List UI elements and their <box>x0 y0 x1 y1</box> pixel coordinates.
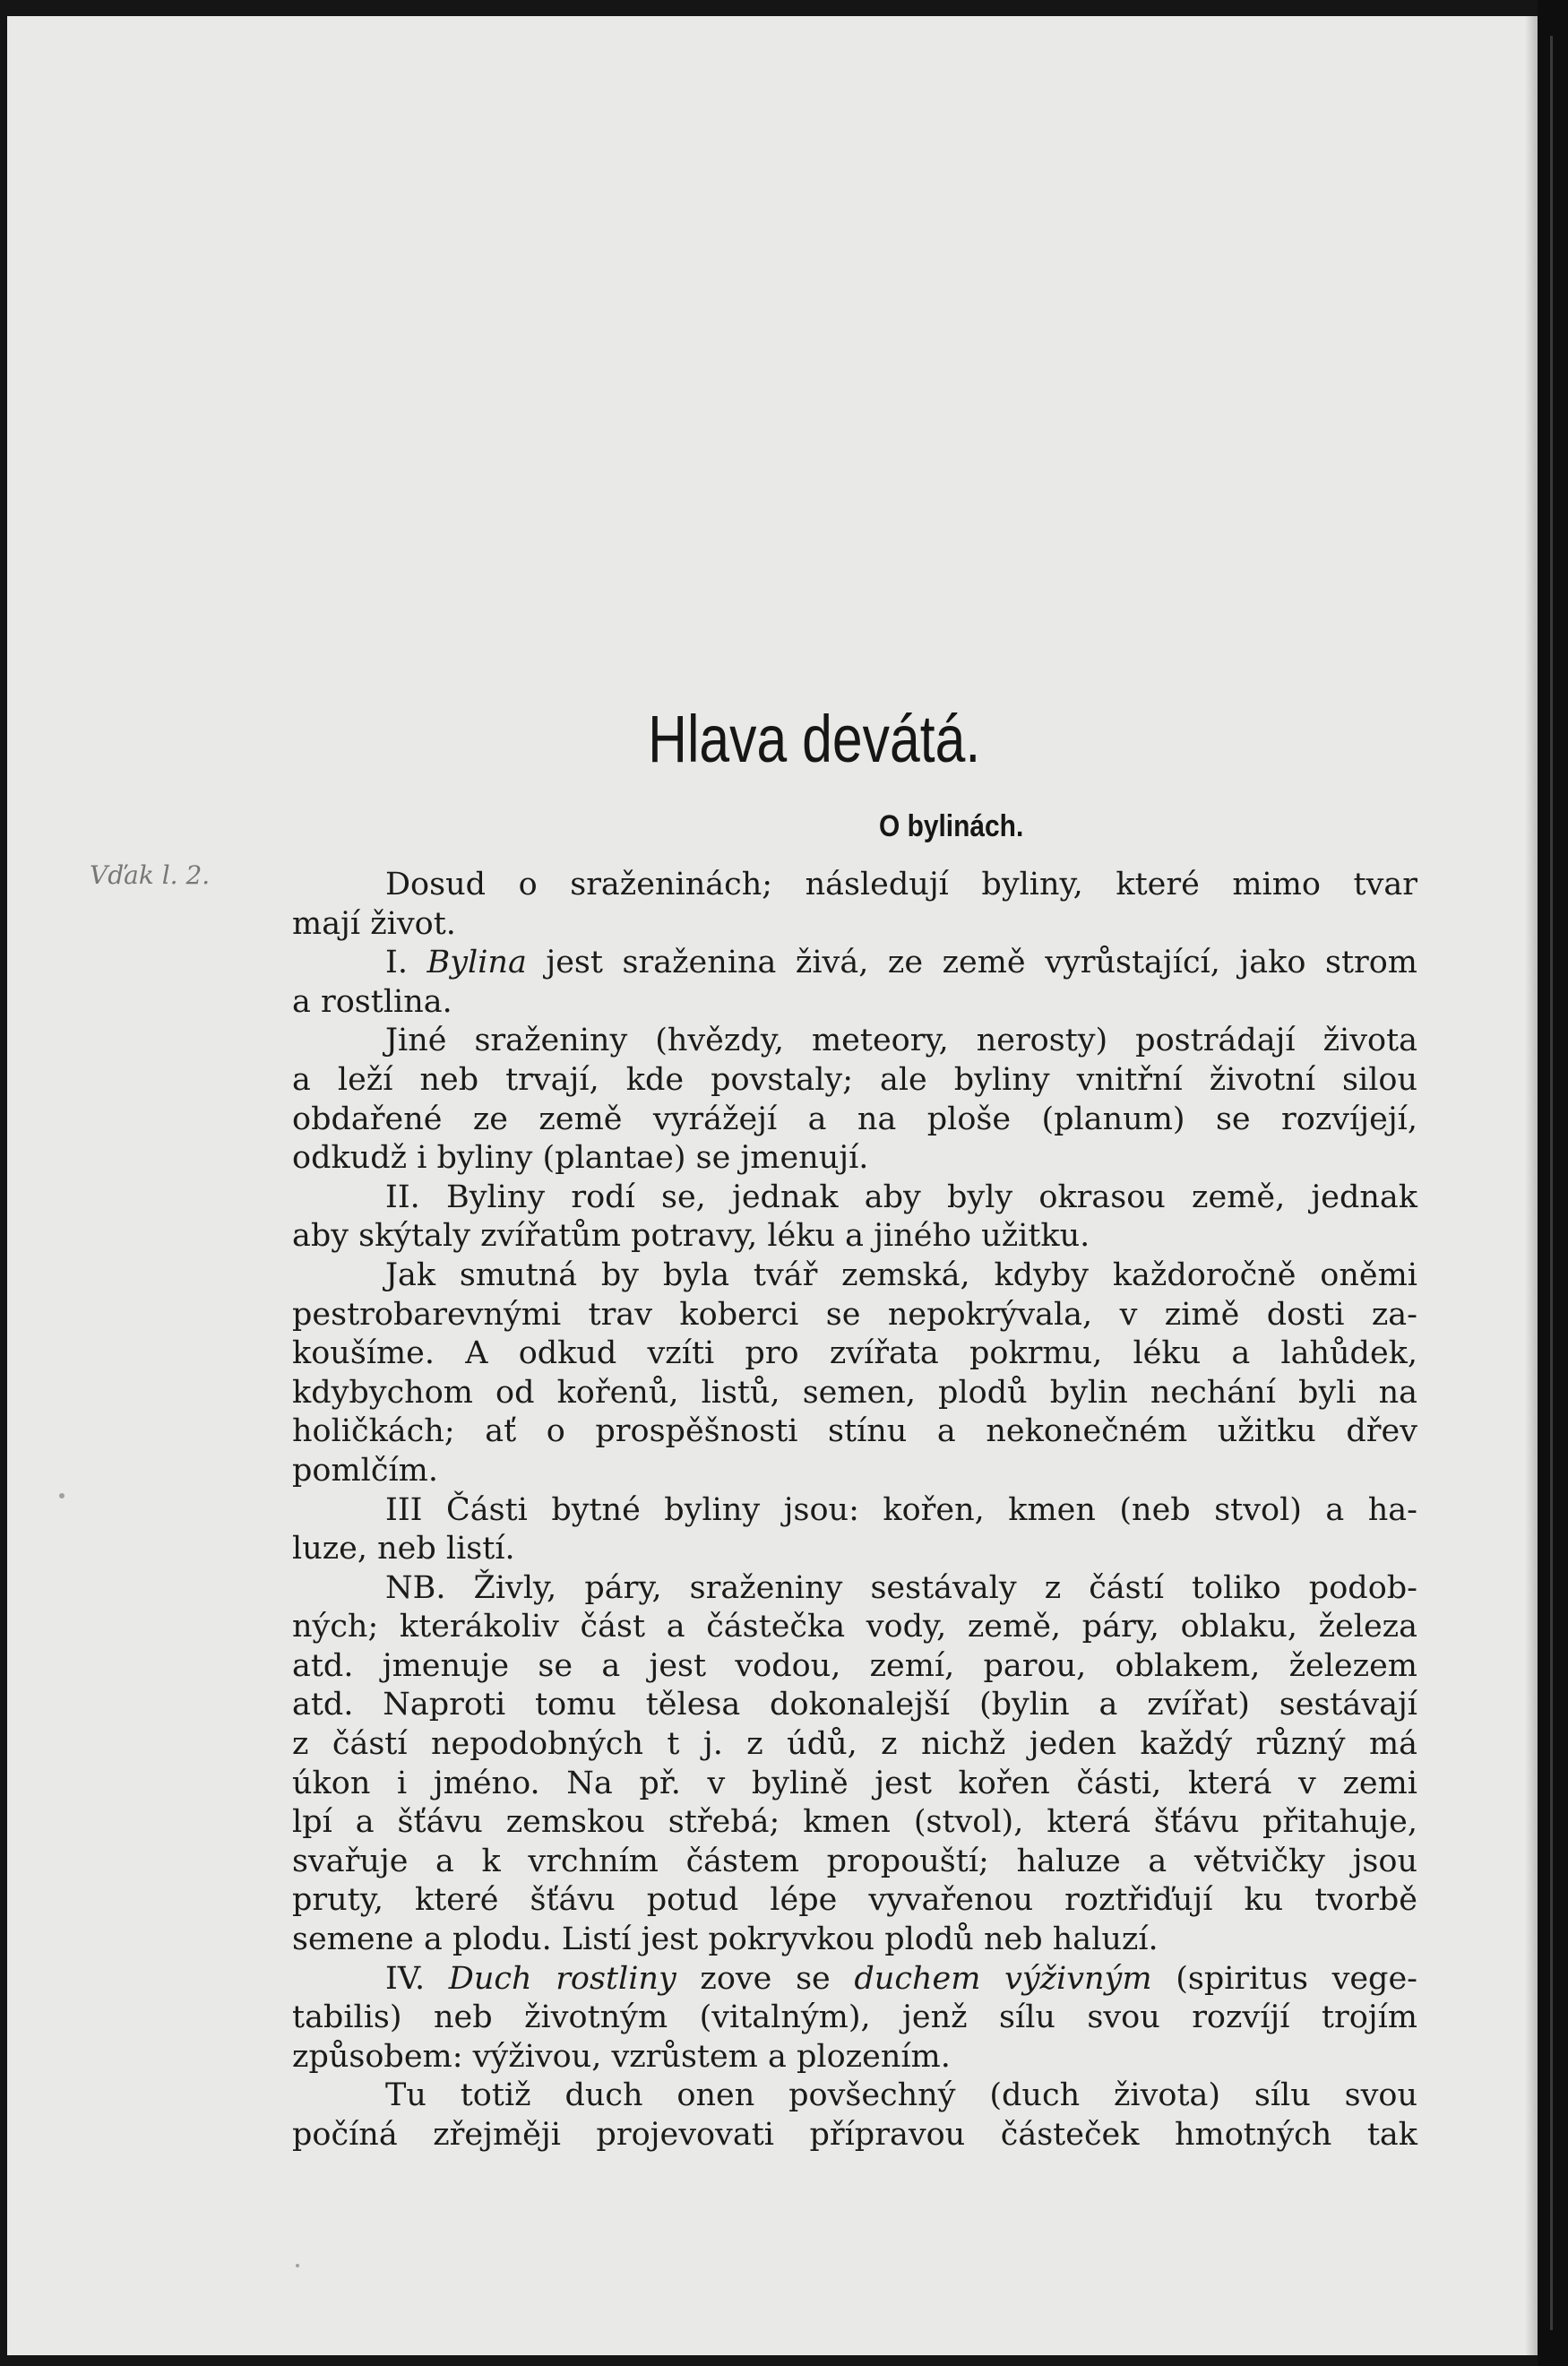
text-fragment: zove se <box>676 1960 855 1997</box>
text-line: způsobem: výživou, vzrůstem a plozením. <box>292 2038 951 2075</box>
body-text <box>292 866 1417 2155</box>
text-line: Jak smutná by byla tvář zemská, kdyby každoročně oněmi <box>385 1256 1417 1293</box>
text-line: holičkách; ať o prospěšnosti stínu a nekonečném užitku dřev <box>292 1413 1417 1450</box>
section-title <box>0 805 1568 848</box>
text-line: úkon i jméno. Na př. v bylině jest kořen části, která v zemi <box>292 1765 1417 1801</box>
text-fragment: (spiritus vege- <box>1151 1960 1418 1997</box>
text-line: mají život. <box>292 905 456 942</box>
text-line: odkudž i byliny (plantae) se jmenují. <box>292 1140 869 1177</box>
text-line: obdařené ze země vyrážejí a na ploše (planum) se rozvíjejí, <box>292 1101 1417 1137</box>
text-line <box>292 1960 1417 1999</box>
text-line: NB. Živly, páry, sraženiny sestávaly z částí toliko podob- <box>385 1569 1417 1606</box>
text-line: svařuje a k vrchním částem propouští; haluze a větvičky jsou <box>292 1843 1417 1879</box>
italic-term: Bylina <box>426 945 527 981</box>
text-line: koušíme. A odkud vzíti pro zvířata pokrmu, léku a lahůdek, <box>292 1335 1417 1372</box>
text-line: atd. Naproti tomu tělesa dokonalejší (bylin a zvířat) sestávají <box>292 1687 1417 1723</box>
text-line: II. Byliny rodí se, jednak aby byly okrasou země, jednak <box>385 1179 1417 1215</box>
text-line: III Části bytné byliny jsou: kořen, kmen (neb stvol) a ha- <box>385 1491 1417 1528</box>
text-line: luze, neb listí. <box>292 1531 515 1567</box>
text-line: Jiné sraženiny (hvězdy, meteory, nerosty) postrádají života <box>385 1023 1417 1059</box>
page-edge-line <box>1550 36 1553 2330</box>
text-line: pomlčím. <box>292 1452 438 1489</box>
scan-speck <box>59 1493 65 1498</box>
text-line: kdybychom od kořenů, listů, semen, plodů bylin nechání byli na <box>292 1374 1417 1411</box>
text-fragment: IV. <box>385 1960 449 1997</box>
chapter-title: Hlava devátá. <box>648 702 981 776</box>
scan-speck <box>296 2264 299 2267</box>
italic-term: duchem výživným <box>854 1960 1152 1997</box>
text-line: lpí a šťávu zemskou střebá; kmen (stvol), která šťávu přitahuje, <box>292 1804 1417 1841</box>
text-fragment: jest sraženina živá, ze země vyrůstající, jako strom <box>526 945 1417 981</box>
section-title-text: O bylinách. <box>879 809 1024 843</box>
scan-border <box>1538 0 1568 2366</box>
text-line: Tu totiž duch onen povšechný (duch života) sílu svou <box>385 2077 1417 2114</box>
text-line: pestrobarevnými trav koberci se nepokrývala, v zimě dosti za- <box>292 1296 1417 1333</box>
text-line: tabilis) neb životným (vitalným), jenž sílu svou rozvíjí trojím <box>292 1999 1417 2036</box>
text-fragment: I. <box>385 945 427 981</box>
text-line: atd. jmenuje se a jest vodou, zemí, parou, oblakem, železem <box>292 1647 1417 1684</box>
text-line: a rostlina. <box>292 983 452 1020</box>
margin-handwriting: Vďak l. 2. <box>90 860 211 890</box>
italic-term: Duch rostliny <box>448 1960 676 1997</box>
text-line: semene a plodu. Listí jest pokryvkou plodů neb haluzí. <box>292 1921 1159 1958</box>
text-line: Dosud o sraženinách; následují byliny, které mimo tvar <box>385 867 1417 902</box>
text-line: aby skýtaly zvířatům potravy, léku a jiného užitku. <box>292 1218 1090 1255</box>
text-line: a leží neb trvají, kde povstaly; ale byliny vnitřní životní silou <box>292 1061 1417 1098</box>
text-line: pruty, které šťávu potud lépe vyvařenou roztřiďují ku tvorbě <box>292 1882 1417 1919</box>
text-line: ných; kterákoliv část a částečka vody, země, páry, oblaku, železa <box>292 1609 1417 1645</box>
text-line <box>292 944 1417 983</box>
text-line: z částí nepodobných t j. z údů, z nichž jeden každý různý má <box>292 1726 1417 1763</box>
text-line: počíná zřejměji projevovati přípravou částeček hmotných tak <box>292 2117 1417 2153</box>
